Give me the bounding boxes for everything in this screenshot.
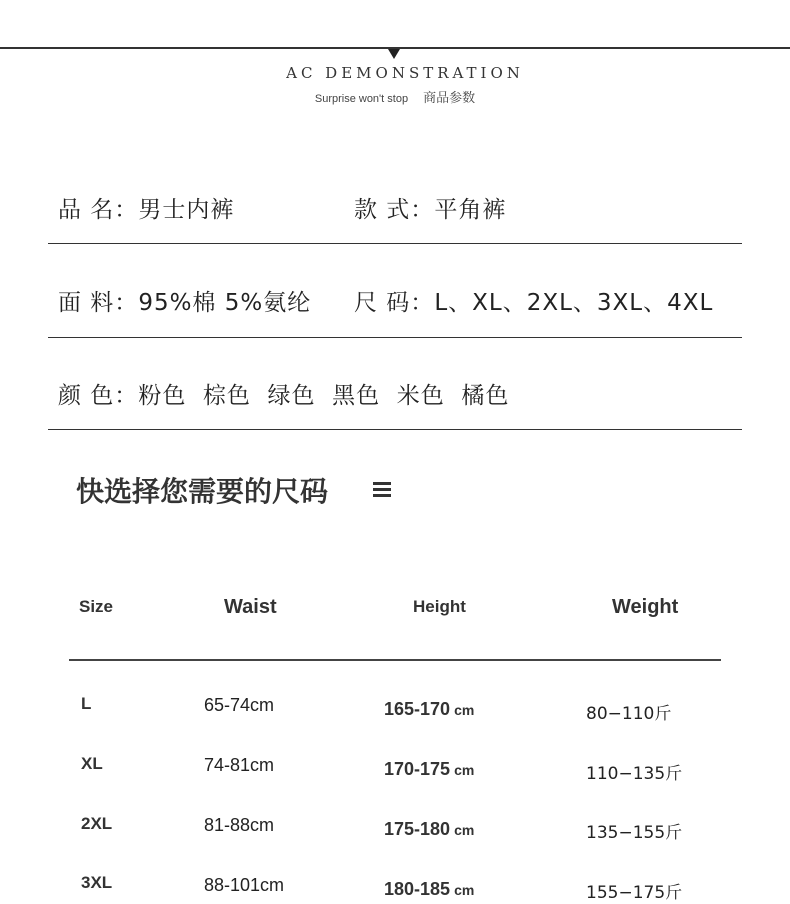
- table-cell-size: 2XL: [81, 814, 113, 833]
- table-cell-weight: 110−135斤: [586, 764, 683, 784]
- spec-row-name-style: [58, 191, 507, 224]
- table-cell-weight: 80−110斤: [586, 704, 672, 724]
- height-value: 165-170: [384, 699, 451, 719]
- color-label: 颜 色：: [58, 383, 139, 409]
- menu-icon: [373, 482, 391, 498]
- row-divider: [48, 429, 742, 430]
- spec-row-fabric-size: [58, 284, 714, 317]
- row-divider: [48, 243, 742, 244]
- height-unit: cm: [454, 702, 475, 718]
- spec-row-color: [58, 377, 509, 410]
- height-unit: cm: [454, 822, 475, 838]
- row-divider: [48, 337, 742, 338]
- table-cell-height: [384, 699, 474, 720]
- brand-subtitle: [0, 87, 790, 106]
- table-cell-waist: 74-81cm: [204, 755, 275, 775]
- size-value: L、XL、2XL、3XL、4XL: [434, 290, 714, 316]
- table-cell-waist: 65-74cm: [204, 695, 275, 715]
- table-cell-waist: 81-88cm: [204, 815, 275, 835]
- header-height: Height: [413, 597, 466, 616]
- table-cell-weight: 155−175斤: [586, 883, 683, 903]
- brand-title: AC DEMONSTRATION: [286, 64, 524, 82]
- fabric-label: 面 料：: [58, 290, 139, 316]
- size-field: [354, 284, 713, 317]
- style-value: 平角裤: [434, 197, 507, 223]
- tagline: Surprise won't stop: [314, 93, 409, 105]
- header-weight: Weight: [612, 596, 679, 618]
- table-cell-height: [384, 879, 474, 900]
- header-waist: Waist: [224, 596, 277, 618]
- color-value: 粉色 棕色 绿色 黑色 米色 橘色: [138, 383, 510, 409]
- height-value: 180-185: [384, 879, 451, 899]
- height-unit: cm: [454, 762, 475, 778]
- header-size: Size: [79, 597, 114, 616]
- table-cell-height: [384, 759, 474, 780]
- name-label: 品 名：: [58, 197, 139, 223]
- table-cell-size: 3XL: [81, 873, 113, 892]
- table-cell-waist: 88-101cm: [204, 875, 285, 895]
- section-label: 商品参数: [423, 91, 476, 106]
- down-arrow-icon: [388, 49, 400, 59]
- style-label: 款 式：: [354, 197, 435, 223]
- size-label: 尺 码：: [354, 290, 435, 316]
- table-cell-height: [384, 819, 474, 840]
- header-divider: [69, 659, 721, 661]
- table-cell-size: L: [81, 694, 92, 713]
- style-field: [354, 191, 506, 224]
- fabric-value: 95%棉 5%氨纶: [138, 290, 312, 316]
- height-value: 170-175: [384, 759, 451, 779]
- name-value: 男士内裤: [138, 197, 235, 223]
- table-cell-weight: 135−155斤: [586, 823, 683, 843]
- table-cell-size: XL: [81, 754, 103, 773]
- height-unit: cm: [454, 882, 475, 898]
- size-chart-title: 快选择您需要的尺码: [76, 475, 329, 508]
- height-value: 175-180: [384, 819, 451, 839]
